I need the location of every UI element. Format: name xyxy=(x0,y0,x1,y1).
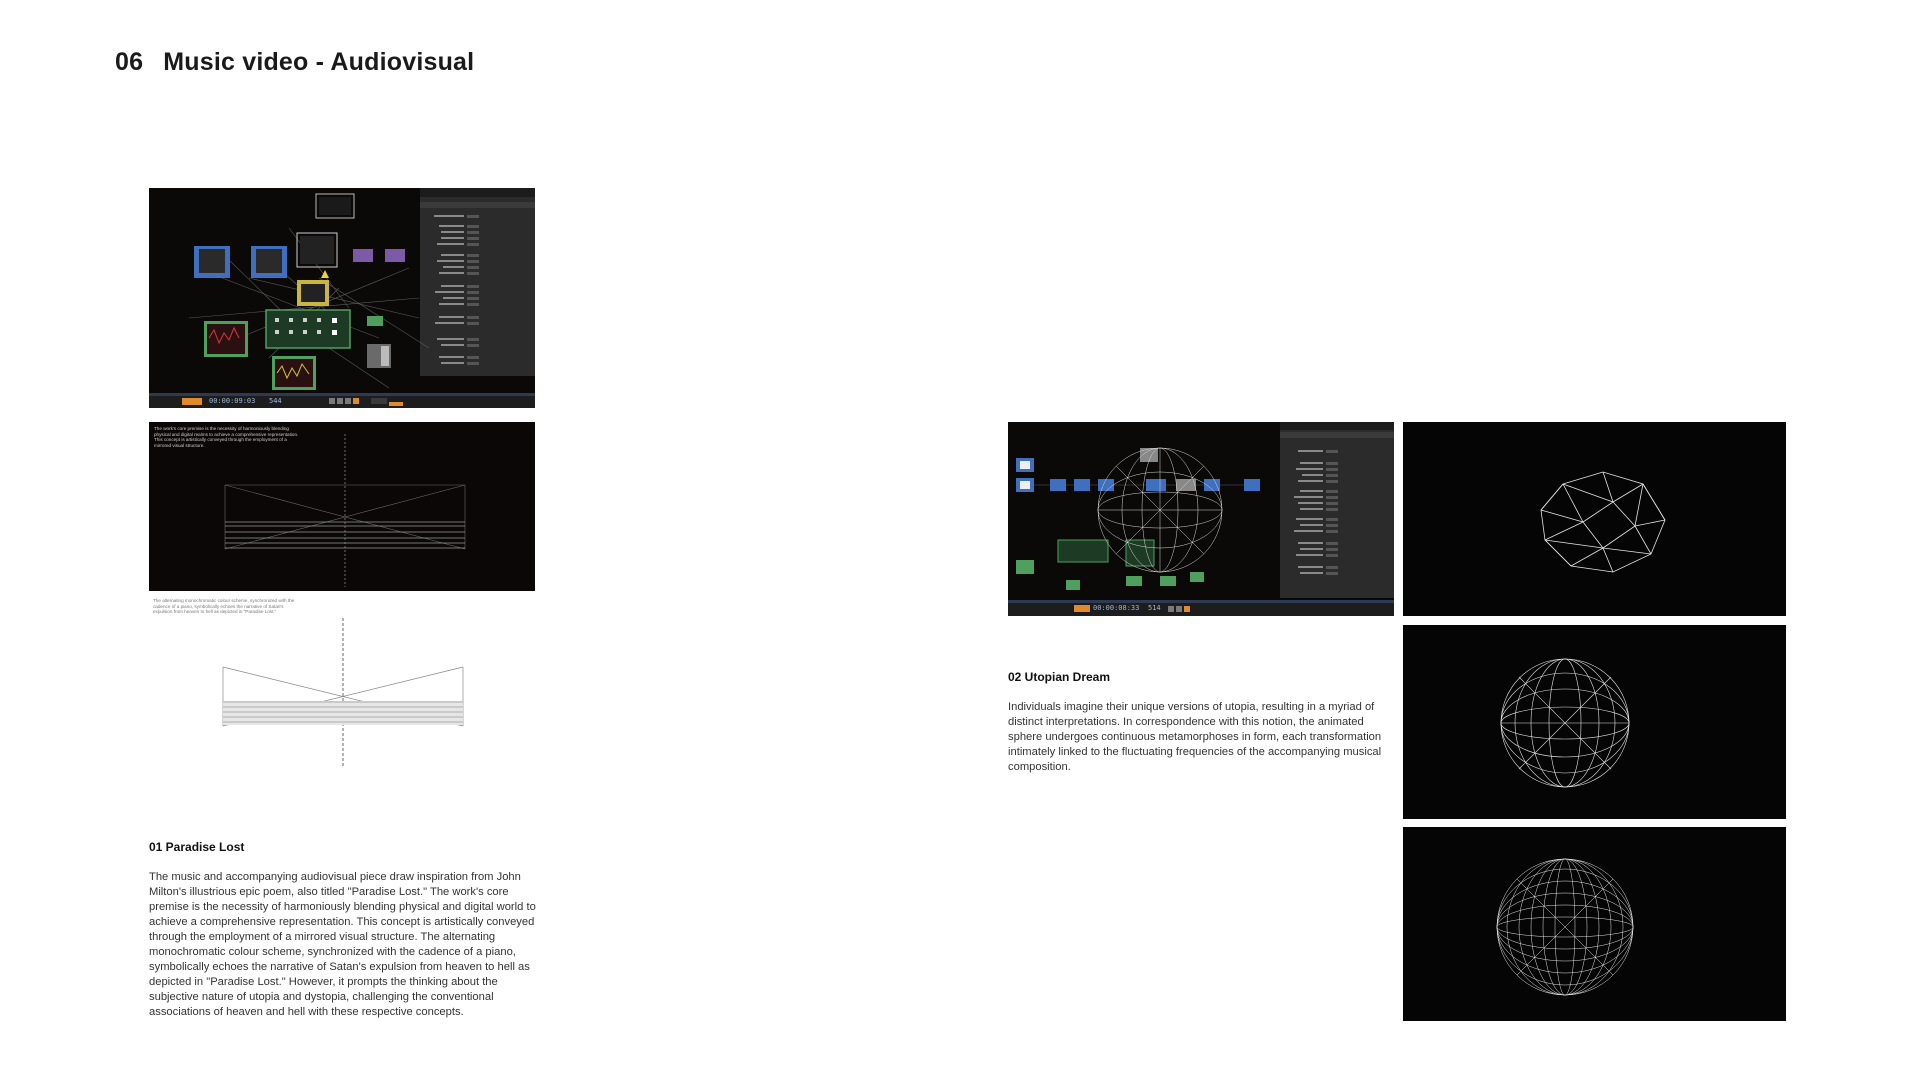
paradise-lost-node-editor-image xyxy=(149,188,535,408)
sphere-node-editor-graphic xyxy=(1008,422,1394,616)
sphere-still-3 xyxy=(1403,827,1786,1021)
section-body-utopian-dream: Individuals imagine their unique versions of utopia, resulting in a myriad of distinct interpretations. In correspondence with this notion, the animated sphere undergoes continuous metamorphoses in form, each transformation intimately linked to the fluctuating frequencies of the accompanying musical composition. xyxy=(1008,701,1382,773)
high-poly-sphere-graphic xyxy=(1403,827,1786,1021)
section-heading-paradise-lost: 01 Paradise Lost xyxy=(149,840,245,854)
page-title xyxy=(115,48,474,77)
frame-readout: 514 xyxy=(1148,604,1161,612)
sphere-still-2 xyxy=(1403,625,1786,819)
light-frame-caption: The alternating monochromatic colour scheme, synchronized with the cadence of a piano, symbolically echoes the narrative of Satan's expulsion from heaven to hell as depicted in "Paradise Lost." xyxy=(153,598,295,615)
paradise-lost-dark-frame xyxy=(149,422,535,591)
timecode-readout: 00:00:08:33 xyxy=(1093,604,1140,612)
paradise-lost-light-frame xyxy=(149,598,535,773)
mirrored-structure-light-graphic xyxy=(149,598,535,773)
timecode-readout: 00:00:09:03 xyxy=(209,397,256,405)
page-heading: Music video - Audiovisual xyxy=(163,48,475,76)
mid-poly-sphere-graphic xyxy=(1403,625,1786,819)
wireframe-sphere xyxy=(1098,448,1222,572)
sphere-still-1 xyxy=(1403,422,1786,616)
page-number: 06 xyxy=(115,48,144,76)
frame-readout: 544 xyxy=(269,397,282,405)
dark-frame-caption: The work's core premise is the necessity of harmoniously blending physical and digital realms to achieve a comprehensive representation. This concept is artistically conveyed through the employment of a mirrored visual structure. xyxy=(154,426,299,448)
section-body-paradise-lost: The music and accompanying audiovisual piece draw inspiration from John Milton's illustrious epic poem, also titled "Paradise Lost." The work's core premise is the necessity of harmoniously blending physical and digital world to achieve a comprehensive representation. This concept is artistically conveyed through the employment of a mirrored visual structure. The alternating monochromatic colour scheme, synchronized with the cadence of a piano, symbolically echoes the narrative of Satan's expulsion from heaven to hell as depicted in "Paradise Lost." However, it prompts the thinking about the subjective nature of utopia and dystopia, challenging the conventional associations of heaven and hell with these respective concepts. xyxy=(149,871,536,1018)
section-heading-utopian-dream: 02 Utopian Dream xyxy=(1008,670,1111,684)
utopian-dream-node-editor-image xyxy=(1008,422,1394,616)
node-editor-graphic xyxy=(149,188,535,408)
low-poly-sphere-graphic xyxy=(1403,422,1786,616)
